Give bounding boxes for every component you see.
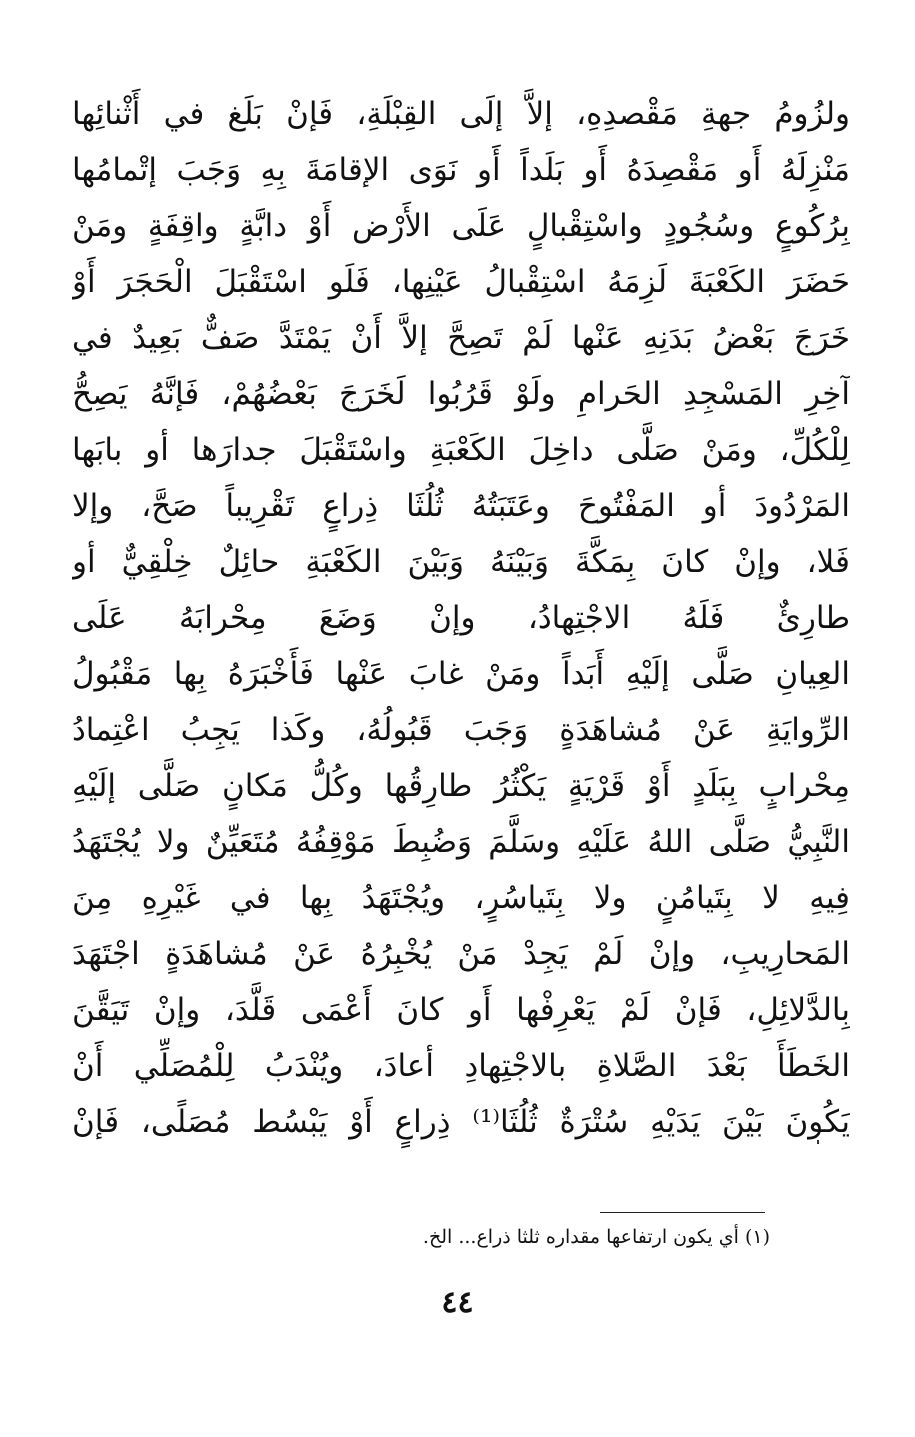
text-line: لِلْكُلِّ، ومَنْ صَلَّى داخِلَ الكَعْبَةِ واسْتَقْبَلَ جدارَها أو بابَها	[72, 432, 850, 468]
body-text	[72, 86, 850, 1150]
scan-speck	[817, 1140, 819, 1144]
text-line: بِرُكُوعٍ وسُجُودٍ واسْتِقْبالٍ عَلَى الأَرْض أَوْ دابَّةٍ واقِفَةٍ ومَنْ	[72, 208, 850, 244]
text-line: فَلا، وإنْ كانَ بِمَكَّةَ وَبَيْنَهُ وَبَيْنَ الكَعْبَةِ حائِلٌ خِلْقِيٌّ أو	[72, 544, 850, 580]
text-line: مِحْرابٍ بِبَلَدٍ أَوْ قَرْيَةٍ يَكْثُرُ طارِقُها وكُلُّ مَكانٍ صَلَّى إلَيْهِ	[72, 768, 850, 804]
text-line: طارِئٌ فَلَهُ الاجْتِهادُ، وإنْ وَضَعَ مِحْرابَهُ عَلَى	[72, 600, 850, 636]
text-line: الرِّوايَةِ عَنْ مُشاهَدَةٍ وَجَبَ قَبُولُهُ، وكَذا يَجِبُ اعْتِمادُ	[72, 712, 850, 748]
footnote-divider	[600, 1212, 765, 1213]
page-number: ٤٤	[441, 1285, 474, 1320]
text-line: يَكُونَ بَيْنَ يَدَيْهِ سُتْرَةٌ ثُلُثَا⁽¹⁾ ذِراعٍ أَوْ يَبْسُط مُصَلًى، فَإنْ	[72, 1104, 850, 1140]
text-line: المَرْدُودَ أو المَفْتُوحَ وعَتَبَتُهُ ثُلُثَا ذِراعٍ تَقْرِيباً صَحَّ، وإلا	[72, 488, 850, 524]
text-line: العِيانِ صَلَّى إلَيْهِ أَبَداً ومَنْ غابَ عَنْها فَأَخْبَرَهُ بِها مَقْبُولُ	[72, 656, 850, 692]
text-line: فِيهِ لا بِتَيامُنٍ ولا بِتَياسُرٍ، ويُجْتَهَدُ بِها في غَيْرِهِ مِنَ	[72, 880, 850, 916]
text-line: مَنْزِلَهُ أَو مَقْصِدَهُ أَو بَلَداً أَو نَوَى الإقامَةَ بِهِ وَجَبَ إتْمامُها	[72, 152, 850, 188]
text-line: خَرَجَ بَعْضُ بَدَنِهِ عَنْها لَمْ تَصِحَّ إلاَّ أَنْ يَمْتَدَّ صَفٌّ بَعِيدٌ في	[72, 320, 850, 356]
text-line: آخِرِ المَسْجِدِ الحَرامِ ولَوْ قَرُبُوا لَخَرَجَ بَعْضُهُمْ، فَإنَّهُ يَصِحُّ	[72, 376, 850, 412]
text-line: النَّبِيُّ صَلَّى اللهُ عَلَيْهِ وسَلَّمَ وَضُبِطَ مَوْقِفُهُ مُتَعَيِّنٌ ولا يُجْتَهَدُ	[72, 824, 850, 860]
text-line: الخَطَأَ بَعْدَ الصَّلاةِ بالاجْتِهادِ أعادَ، ويُنْدَبُ لِلْمُصَلِّي أَنْ	[72, 1048, 850, 1084]
text-line: ولزُومُ جهةِ مَقْصدِهِ، إلاَّ إلَى القِبْلَةِ، فَإنْ بَلَغ في أَثْنائِها	[72, 96, 850, 132]
footnote: (١) أي يكون ارتفاعها مقداره ثلثا ذراع... الخ.	[422, 1226, 770, 1248]
text-line: بِالدَّلائِلِ، فَإنْ لَمْ يَعْرِفْها أَو كانَ أَعْمَى قَلَّدَ، وإنْ تَيَقَّنَ	[72, 992, 850, 1028]
text-line: حَضَرَ الكَعْبَةَ لَزِمَهُ اسْتِقْبالُ عَيْنِها، فَلَو اسْتَقْبَلَ الْحَجَرَ أَوْ	[72, 264, 850, 300]
text-line: المَحارِيبِ، وإنْ لَمْ يَجِدْ مَنْ يُخْبِرُهُ عَنْ مُشاهَدَةٍ اجْتَهَدَ	[72, 936, 850, 972]
